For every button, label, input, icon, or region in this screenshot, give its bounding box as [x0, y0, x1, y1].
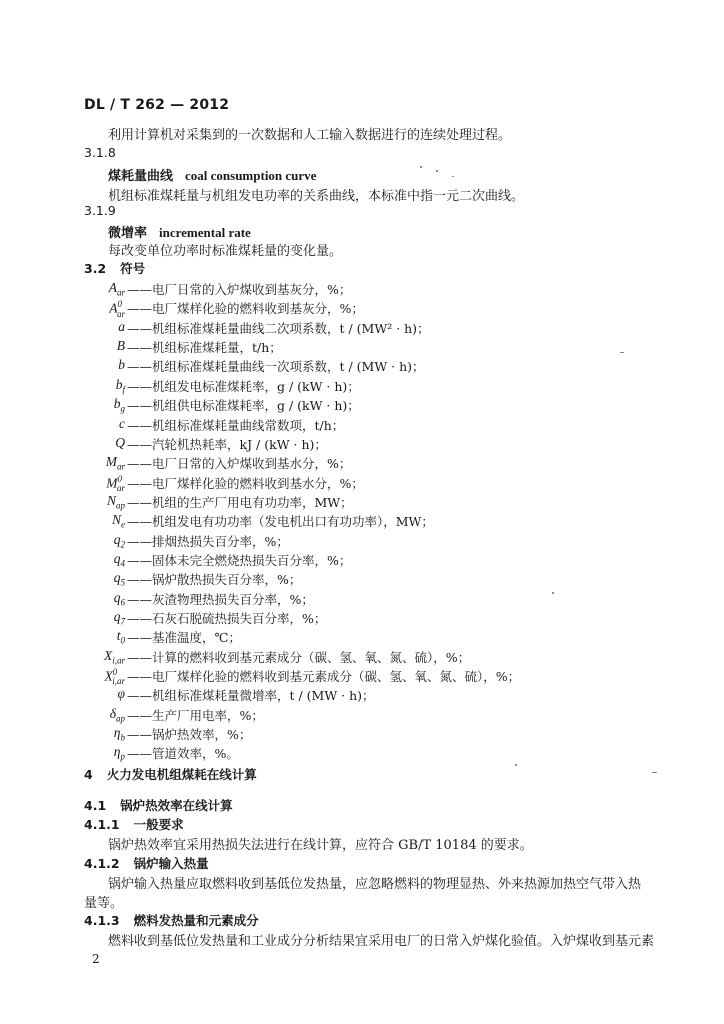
symbol	[0, 299, 125, 318]
symbol-subscript: e	[121, 519, 125, 530]
symbol-definition: ——电厂日常的入炉煤收到基水分，%；	[127, 456, 352, 472]
symbol-base: A	[109, 300, 118, 316]
symbol-base: N	[111, 512, 121, 528]
symbol-definition: ——机组标准煤耗量，t/h；	[127, 340, 282, 356]
symbol-subscript: 6	[120, 597, 125, 608]
symbol-definition: ——机组标准煤耗量曲线二次项系数，t / (MW² · h)；	[127, 320, 430, 336]
term-cn: 微增率	[108, 226, 148, 241]
definition-3-1-8: 机组标准煤耗量与机组发电功率的关系曲线，本标准中指一元二次曲线。	[108, 189, 525, 204]
symbol-base: X	[103, 647, 113, 663]
symbol-subscript: p	[120, 752, 125, 763]
symbol-base: Q	[115, 434, 125, 450]
symbol	[0, 319, 125, 335]
symbol-definition: ——机组发电标准煤耗率，g / (kW · h)；	[127, 378, 360, 394]
symbol-base: b	[113, 396, 121, 412]
symbol-definition: ——机组的生产厂用电有功功率，MW；	[127, 494, 353, 510]
section-4-1-heading	[84, 796, 233, 814]
symbol	[0, 474, 125, 493]
symbol-subscript: f	[122, 384, 125, 395]
intro-line: 利用计算机对采集到的一次数据和人工输入数据进行的连续处理过程。	[108, 128, 512, 143]
symbol-base: X	[104, 668, 113, 684]
clause-4-1-2-text-line-2: 量等。	[84, 896, 124, 911]
symbol	[0, 435, 125, 451]
clause-title: 锅炉输入热量	[133, 856, 209, 871]
section-title: 锅炉热效率在线计算	[120, 798, 233, 813]
symbol-base: N	[106, 492, 116, 508]
symbol-subscript: ap	[116, 500, 125, 511]
page-number: 2	[92, 952, 100, 966]
clause-4-1-2-heading	[84, 854, 209, 872]
definition-3-1-9: 每改变单位功率时标准煤耗量的变化量。	[108, 244, 343, 259]
section-number: 4.1	[84, 798, 107, 813]
symbol	[0, 493, 125, 511]
symbol-definition: ——电厂煤样化验的燃料收到基水分，%；	[127, 475, 364, 491]
symbol-subscript: 2	[120, 539, 125, 550]
symbol-base: b	[118, 357, 125, 373]
symbol-definition: ——灰渣物理热损失百分率，%；	[127, 591, 314, 607]
symbol	[0, 686, 125, 702]
symbol-definition: ——生产厂用电率，%；	[127, 707, 264, 723]
symbol	[0, 454, 125, 472]
symbol-superscript: 0	[117, 299, 122, 310]
symbol-definition: ——电厂日常的入炉煤收到基灰分，%；	[127, 282, 352, 297]
symbol	[0, 377, 125, 395]
symbol	[0, 512, 125, 530]
symbol	[0, 396, 125, 414]
symbol-definition: ——机组标准煤耗量微增率，t / (MW · h)；	[127, 688, 375, 704]
symbol-subscript: 5	[120, 577, 125, 588]
symbol-base: η	[113, 744, 121, 760]
symbol-base: B	[116, 338, 125, 354]
symbol-definition: ——基准温度，℃；	[127, 630, 241, 646]
chapter-4-heading	[84, 765, 257, 783]
symbol	[0, 551, 125, 569]
symbol-superscript: 0	[117, 473, 122, 484]
symbol-subscript: 0	[120, 635, 125, 646]
symbol-base: φ	[117, 686, 125, 702]
symbol-base: t	[116, 628, 121, 644]
term-en: incremental rate	[159, 225, 251, 240]
symbol-base: M	[105, 454, 117, 470]
clause-number: 4.1.2	[84, 856, 120, 871]
symbol-superscript: 0	[112, 667, 118, 677]
clause-4-1-1-text: 锅炉热效率宜采用热损失法进行在线计算，应符合 GB/T 10184 的要求。	[108, 838, 533, 853]
symbol	[0, 648, 125, 666]
symbol	[0, 609, 125, 627]
clause-4-1-2-text-line-1: 锅炉输入热量应取燃料收到基低位发热量，应忽略燃料的物理显热、外来热源加热空气带入热	[108, 877, 642, 892]
symbol-subscript: ar	[116, 461, 125, 472]
symbol-definition: ——电厂煤样化验的燃料收到基元素成分（碳、氢、氧、氮、硫），%；	[127, 669, 521, 684]
symbol-base: q	[113, 570, 121, 586]
symbol-base: M	[106, 475, 118, 490]
symbol-base: δ	[109, 705, 116, 721]
symbol-subscript: b	[120, 732, 125, 743]
symbol	[0, 590, 125, 608]
symbol-definition: ——汽轮机热耗率，kJ / (kW · h)；	[127, 436, 327, 452]
symbol	[0, 628, 125, 646]
scan-speck	[436, 170, 438, 172]
symbol-base: η	[113, 725, 121, 740]
section-3-2-heading	[84, 259, 145, 277]
standard-header: DL / T 262 — 2012	[84, 97, 230, 113]
symbol-base: q	[113, 550, 121, 566]
symbol-subscript: i,ar	[112, 655, 125, 666]
scan-speck	[652, 772, 657, 773]
scan-speck	[420, 166, 422, 168]
symbol-subscript: ap	[116, 713, 125, 724]
scan-speck	[515, 764, 517, 766]
symbol-base: c	[119, 415, 125, 431]
symbol-definition: ——锅炉热效率，%；	[127, 727, 252, 742]
symbol-base: A	[108, 280, 117, 295]
symbol-definition: ——排烟热损失百分率，%；	[127, 533, 289, 549]
term-cn: 煤耗量曲线	[108, 169, 174, 184]
clause-title: 燃料发热量和元素成分	[133, 913, 259, 928]
clause-title: 一般要求	[133, 817, 184, 832]
symbol-definition: ——计算的燃料收到基元素成分（碳、氢、氧、氮、硫），%；	[127, 649, 471, 665]
symbol	[0, 416, 125, 432]
symbol	[0, 280, 125, 298]
symbol-definition: ——机组标准煤耗量曲线常数项，t/h；	[127, 417, 345, 433]
scan-speck	[620, 352, 624, 353]
symbol-definition: ——机组供电标准煤耗率，g / (kW · h)；	[127, 398, 360, 414]
symbol-subscript: g	[120, 403, 125, 414]
symbol	[0, 706, 125, 724]
symbol-definition: ——管道效率，%。	[127, 746, 239, 762]
chapter-number: 4	[84, 767, 93, 782]
scan-speck	[452, 176, 454, 177]
clause-number: 4.1.3	[84, 913, 120, 928]
symbol-definition: ——石灰石脱硫热损失百分率，%；	[127, 611, 327, 626]
symbol-definition: ——机组标准煤耗量曲线一次项系数，t / (MW · h)；	[127, 359, 425, 375]
symbol	[0, 532, 125, 550]
symbol-definition: ——机组发电有功功率（发电机出口有功功率），MW；	[127, 514, 434, 530]
symbol-base: a	[118, 318, 125, 334]
clause-number-3-1-9: 3.1.9	[84, 203, 116, 218]
symbol	[0, 667, 125, 686]
clause-number: 4.1.1	[84, 817, 120, 832]
symbol-base: q	[113, 609, 121, 624]
clause-4-1-3-text: 燃料收到基低位发热量和工业成分分析结果宜采用电厂的日常入炉煤化验值。入炉煤收到基元素	[108, 934, 655, 949]
clause-4-1-3-heading	[84, 911, 259, 929]
term-en: coal consumption curve	[185, 168, 317, 183]
symbol-definition: ——锅炉散热损失百分率，%；	[127, 572, 302, 588]
symbol	[0, 338, 125, 354]
symbol-subscript: ar	[116, 482, 125, 493]
symbol-base: q	[113, 589, 121, 605]
symbol	[0, 357, 125, 373]
symbol-subscript: ar	[116, 308, 125, 319]
clause-4-1-1-heading	[84, 815, 184, 833]
clause-number-3-1-8: 3.1.8	[84, 145, 116, 160]
chapter-title: 火力发电机组煤耗在线计算	[106, 767, 257, 782]
symbol-subscript: 4	[120, 558, 125, 569]
scan-speck	[552, 592, 554, 594]
symbol-base: b	[115, 376, 123, 392]
symbol	[0, 570, 125, 588]
section-title: 符号	[120, 261, 146, 276]
symbol	[0, 744, 125, 762]
symbol-subscript: 7	[120, 616, 125, 627]
symbol-subscript: ar	[116, 287, 125, 298]
symbol-base: q	[113, 531, 121, 547]
term-coal-consumption-curve	[108, 165, 316, 184]
symbol	[0, 725, 125, 743]
symbol-subscript: i,ar	[112, 676, 125, 687]
term-incremental-rate	[108, 222, 251, 241]
section-number: 3.2	[84, 261, 107, 276]
symbol-definition: ——电厂煤样化验的燃料收到基灰分，%；	[127, 301, 364, 317]
symbol-definition: ——固体未完全燃烧热损失百分率，%；	[127, 552, 352, 568]
